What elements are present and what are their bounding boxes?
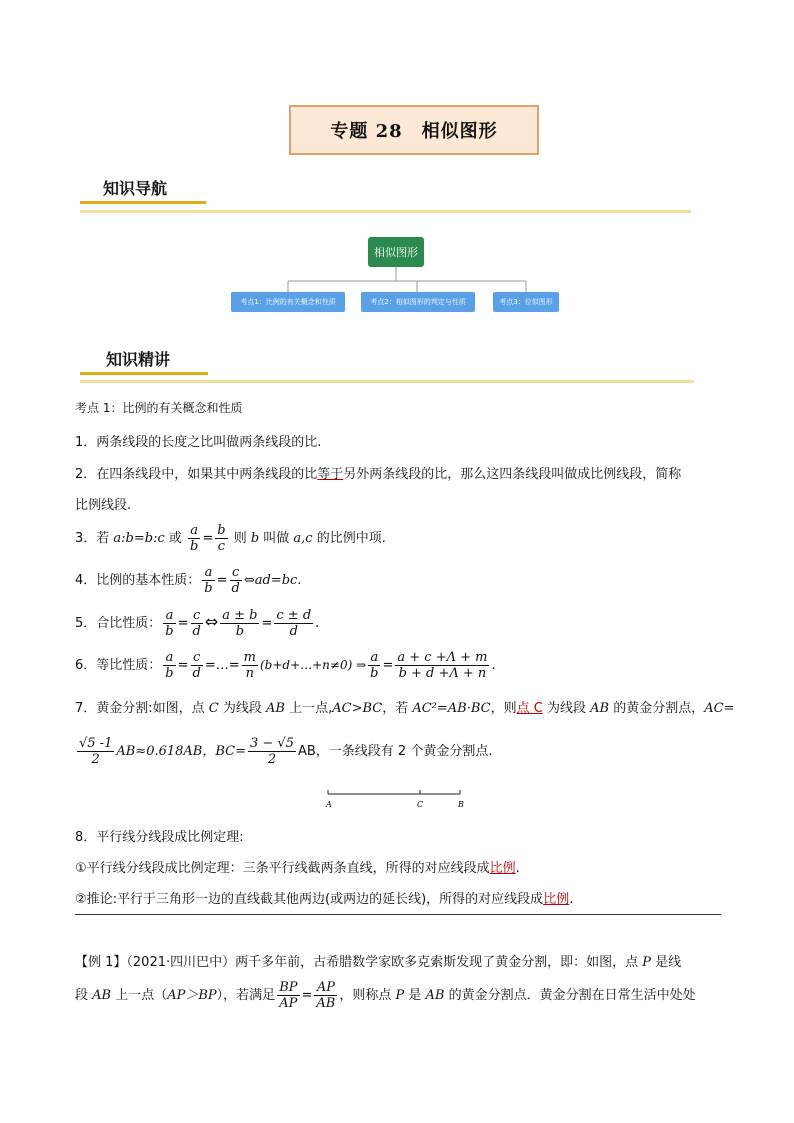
fraction-a-b: $\frac{a}{b}$ <box>204 565 213 596</box>
item-8-2: ②推论:平行于三角形一边的直线截其他两边(或两边的延长线)，所得的对应线段成比例. <box>75 892 574 907</box>
fraction-golden-ratio: $\frac{√5 -1}{2}$ <box>79 736 113 767</box>
mindmap-node-3: 考点3：位似图形 <box>493 292 559 312</box>
item-7: 7．黄金分割:如图，点 C 为线段 AB 上一点,AC>BC，若 AC²=AB·BC，则点 C 为线段 AB 的黄金分割点，AC= <box>75 701 735 716</box>
segment-figure <box>320 788 470 810</box>
section-rule <box>80 210 691 213</box>
mindmap-connectors <box>230 267 570 293</box>
item-3: 3．若 a:b=b:c 或 $\frac{a}{b}$ = $\frac{b}{c}$ 则 b 叫做 a,c 的比例中项. <box>75 523 386 554</box>
item-2-cont: 比例线段. <box>75 498 132 513</box>
point-label-a: A <box>326 800 332 809</box>
item-8-1: ①平行线分线段成比例定理：三条平行线截两条直线，所得的对应线段成比例. <box>75 861 520 876</box>
fraction-a-b: $\frac{a}{b}$ <box>370 650 379 681</box>
title-box <box>289 105 539 155</box>
item-1: 1．两条线段的长度之比叫做两条线段的比. <box>75 435 322 450</box>
item-5: 5．合比性质： $\frac{a}{b}$ = $\frac{c}{d}$ ⇔ $\frac{a \pm b}{b}$ = $\frac{c \pm d}{d}$ . <box>75 608 320 639</box>
fraction-cpd-d: $\frac{c \pm d}{d}$ <box>276 608 312 639</box>
section-underline <box>80 372 208 375</box>
fraction-c-d: $\frac{c}{d}$ <box>192 650 201 681</box>
item-4: 4．比例的基本性质： $\frac{a}{b}$ = $\frac{c}{d}$ ⇔ad=bc. <box>75 565 302 596</box>
item-8: 8．平行线分线段成比例定理: <box>75 830 244 845</box>
example-1-cont: 段 AB 上一点（AP＞BP），若满足 $\frac{BP}{AP}$ = $\frac{AP}{AB}$ ，则称点 P 是 AB 的黄金分割点．黄金分割在日常生活中处处 <box>75 980 696 1011</box>
fraction-m-n: $\frac{m}{n}$ <box>243 650 256 681</box>
fraction-a-b: $\frac{a}{b}$ <box>190 523 199 554</box>
mindmap-root: 相似图形 <box>368 237 424 267</box>
point-label-b: B <box>458 800 464 809</box>
fraction-three-minus-sqrt5: $\frac{3 - √5}{2}$ <box>250 736 294 767</box>
fraction-a-b: $\frac{a}{b}$ <box>165 650 174 681</box>
mindmap-node-2: 考点2：相似图形的判定与性质 <box>361 292 475 312</box>
section-rule <box>80 380 694 383</box>
item-2: 2．在四条线段中，如果其中两条线段的比等于另外两条线段的比，那么这四条线段叫做成比例线段，简称 <box>75 467 682 482</box>
point1-title: 考点 1：比例的有关概念和性质 <box>75 401 243 415</box>
fraction-bp-ap: $\frac{BP}{AP}$ <box>279 980 298 1011</box>
mindmap-node-1: 考点1：比例的有关概念和性质 <box>231 292 345 312</box>
separator-line <box>75 914 721 915</box>
example-1: 【例 1】（2021·四川巴中）两千多年前，古希腊数学家欧多克索斯发现了黄金分割，即：如图，点 P 是线 <box>75 955 682 970</box>
fraction-a-b: $\frac{a}{b}$ <box>165 608 174 639</box>
section-title-nav: 知识导航 <box>103 179 168 198</box>
point-label-c: C <box>417 800 424 809</box>
section-title-lecture: 知识精讲 <box>106 350 171 369</box>
fraction-apb-b: $\frac{a \pm b}{b}$ <box>222 608 258 639</box>
item-7-cont: $\frac{√5 -1}{2}$ AB≈0.618AB，BC= $\frac{3 - √5}{2}$ AB，一条线段有 2 个黄金分割点. <box>79 736 493 767</box>
page-title: 专题 28 相似图形 <box>330 121 498 142</box>
fraction-c-d: $\frac{c}{d}$ <box>231 565 240 596</box>
section-underline <box>80 201 206 204</box>
fraction-b-c: $\frac{b}{c}$ <box>217 523 226 554</box>
item-6: 6．等比性质： $\frac{a}{b}$ = $\frac{c}{d}$ =…= $\frac{m}{n}$ (b+d+…+n≠0) ⇒ $\frac{a}{b}$ = $\frac{a + c +\Lambda + m}{b + d +\Lambda + n}$ . <box>75 650 496 681</box>
fraction-c-d: $\frac{c}{d}$ <box>192 608 201 639</box>
fraction-ap-ab: $\frac{AP}{AB}$ <box>316 980 336 1011</box>
fraction-sum: $\frac{a + c +\Lambda + m}{b + d +\Lambda + n}$ <box>397 650 488 681</box>
